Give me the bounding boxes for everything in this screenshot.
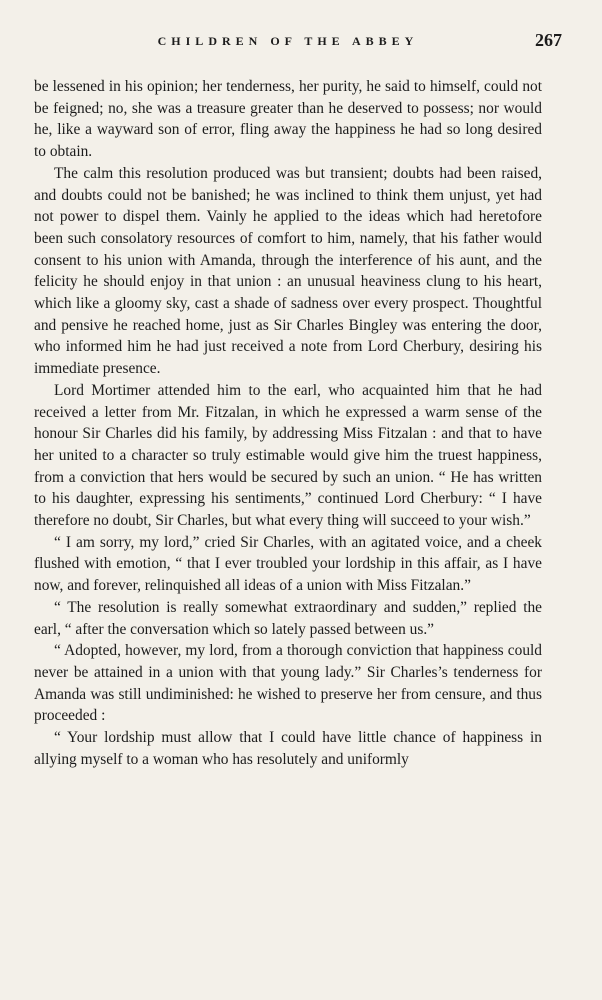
paragraph: be lessened in his opinion; her tenderness, her purity, he said to himself, could not be feigned; no, she was a treasure greater than he deserved to possess; nor would he, like a wayward son of error, fling away the happiness he had so long desired to obtain. [34,78,542,161]
paragraph: “ The resolution is really somewhat extraordinary and sudden,” replied the earl, “ after the conversation which so lately passed between us.” [34,598,542,638]
paragraph: “ Your lordship must allow that I could have little chance of happiness in allying myself to a woman who has resolutely and uniformly [34,729,542,768]
page-header [34,30,562,60]
paragraph: The calm this resolution produced was but transient; doubts had been raised, and doubts could not be banished; he was inclined to think them unjust, yet had not power to dispel them. Vainly he applied to the ideas which had heretofore been such consolatory resources of comfort to him, namely, that his father would consent to his union with Amanda, through the interference of his aunt, and the felicity he should enjoy in that union : an unusual heaviness clung to his heart, which like a gloomy sky, cast a shade of sadness over every prospect. Thoughtful and pensive he reached home, just as Sir Charles Bingley was entering the door, who informed him he had just received a note from Lord Cherbury, desiring his immediate presence. [34,164,542,378]
page-number: 267 [535,30,562,50]
paragraph: “ Adopted, however, my lord, from a thorough conviction that happiness could never be attained in a union with that young lady.” Sir Charles’s tenderness for Amanda was still undiminished: he wished to preserve her from censure, and thus proceeded : [34,642,542,725]
paragraph: “ I am sorry, my lord,” cried Sir Charles, with an agitated voice, and a cheek flushed with emotion, “ that I ever troubled your lordship in this affair, as I have now, and forever, relinquished all ideas of a union with Miss Fitzalan.” [34,533,542,595]
running-head: CHILDREN OF THE ABBEY [157,34,419,48]
body-text [34,76,542,771]
paragraph: Lord Mortimer attended him to the earl, who acquainted him that he had received a letter from Mr. Fitzalan, in which he expressed a warm sense of the honour Sir Charles did his family, by addressing Miss Fitzalan : and that to have her united to a character so truly estimable would give him the truest happiness, from a conviction that hers would be secured by such an union. “ He has written to his daughter, expressing his sentiments,” continued Lord Cherbury: “ I have therefore no doubt, Sir Charles, but what every thing will succeed to your wish.” [34,381,542,530]
